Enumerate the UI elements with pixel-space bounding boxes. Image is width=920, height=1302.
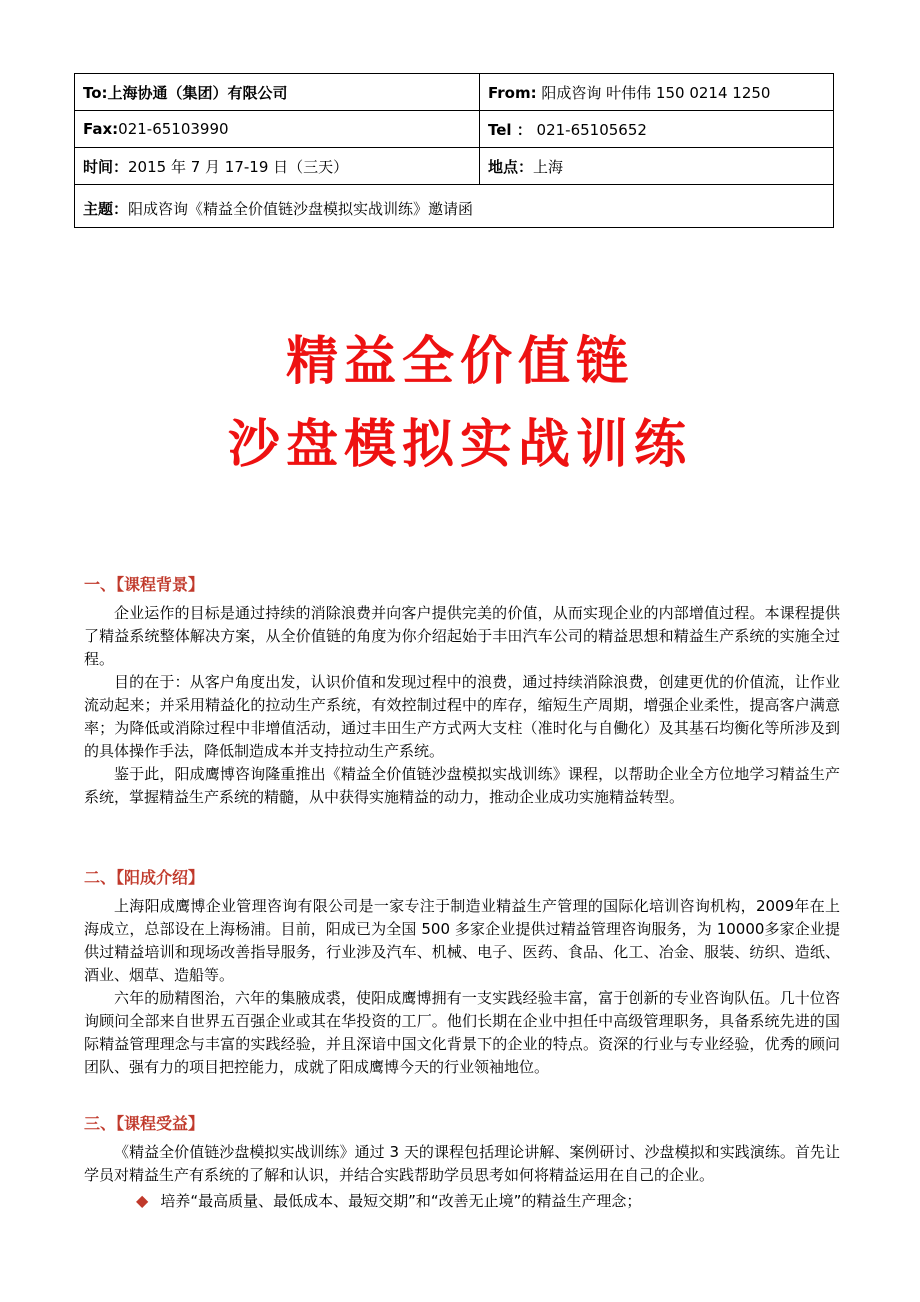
fax-label: Fax: (83, 120, 119, 138)
paragraph: 六年的励精图治，六年的集腋成裘，使阳成鹰博拥有一支实践经验丰富，富于创新的专业咨询队伍。几十位咨询顾问全部来自世界五百强企业或其在华投资的工厂。他们长期在企业中担任中高级管理职务，具备系统先进的国际精益管理理念与丰富的实践经验，并且深谙中国文化背景下的企业的特点。资深的行业与专业经验，优秀的顾问团队、强有力的项目把控能力，成就了阳成鹰博今天的行业领袖地位。 (84, 989, 840, 1076)
header-row (75, 148, 834, 185)
time-value: 2015 年 7 月 17-19 日（三天） (128, 157, 349, 176)
from-value: 阳成咨询 叶伟伟 150 0214 1250 (536, 83, 771, 102)
place-label: 地点： (488, 157, 534, 176)
from-cell (480, 74, 834, 111)
from-label: From: (488, 83, 537, 102)
header-table (74, 73, 834, 228)
paragraph: 上海阳成鹰博企业管理咨询有限公司是一家专注于制造业精益生产管理的国际化培训咨询机构，2009年在上海成立，总部设在上海杨浦。目前，阳成已为全国 500 多家企业提供过精益管理咨询服务，为 10000多家企业提供过精益培训和现场改善指导服务，行业涉及汽车、机械、电子、医药、食品、化工、冶金、服装、纺织、造纸、酒业、烟草、造船等。 (84, 897, 840, 984)
to-value: 上海协通（集团）有限公司 (107, 83, 288, 102)
to-label: To: (83, 83, 108, 102)
place-cell (480, 148, 834, 185)
to-cell (75, 74, 480, 111)
tel-cell (480, 111, 834, 148)
paragraph: 《精益全价值链沙盘模拟实战训练》通过 3 天的课程包括理论讲解、案例研讨、沙盘模拟和实践演练。首先让学员对精益生产有系统的了解和认识，并结合实践帮助学员思考如何将精益运用在自己的企业。 (84, 1143, 840, 1184)
subject-value: 阳成咨询《精益全价值链沙盘模拟实战训练》邀请函 (128, 199, 474, 218)
time-cell (75, 148, 480, 185)
section-background (84, 573, 840, 809)
section-heading: 三、【课程受益】 (84, 1114, 205, 1133)
section-heading: 一、【课程背景】 (84, 575, 205, 594)
header-row (75, 74, 834, 111)
section-heading: 二、【阳成介绍】 (84, 868, 205, 887)
place-value: 上海 (533, 157, 564, 176)
subject-cell (75, 185, 834, 228)
diamond-bullet-icon: ◆ (136, 1191, 149, 1210)
subject-label: 主题： (83, 199, 129, 218)
section-benefits (84, 1112, 840, 1213)
title-line-1: 精益全价值链 (285, 332, 634, 392)
paragraph: 目的在于：从客户角度出发，认识价值和发现过程中的浪费，通过持续消除浪费，创建更优的价值流，让作业流动起来；并采用精益化的拉动生产系统，有效控制过程中的库存，缩短生产周期，增强企业柔性，提高客户满意率；为降低或消除过程中非增值活动，通过丰田生产方式两大支柱（准时化与自働化）及其基石均衡化等所涉及到的具体操作手法，降低制造成本并支持拉动生产系统。 (84, 673, 840, 760)
fax-value: 021-65103990 (118, 120, 229, 138)
tel-label: Tel ： (488, 120, 532, 139)
bullet-item (136, 1189, 840, 1213)
paragraph: 企业运作的目标是通过持续的消除浪费并向客户提供完美的价值，从而实现企业的内部增值过程。本课程提供了精益系统整体解决方案，从全价值链的角度为你介绍起始于丰田汽车公司的精益思想和精益生产系统的实施全过程。 (84, 604, 840, 668)
header-row (75, 111, 834, 148)
title-line-2: 沙盘模拟实战训练 (227, 415, 692, 475)
section-intro (84, 866, 840, 1079)
time-label: 时间： (83, 157, 129, 176)
paragraph: 鉴于此，阳成鹰博咨询隆重推出《精益全价值链沙盘模拟实战训练》课程，以帮助企业全方位地学习精益生产系统，掌握精益生产系统的精髓，从中获得实施精益的动力，推动企业成功实施精益转型。 (84, 765, 840, 806)
header-row (75, 185, 834, 228)
bullet-text: 培养“最高质量、最低成本、最短交期”和“改善无止境”的精益生产理念； (160, 1192, 642, 1210)
tel-value: 021-65105652 (531, 120, 647, 139)
fax-cell (75, 111, 480, 148)
